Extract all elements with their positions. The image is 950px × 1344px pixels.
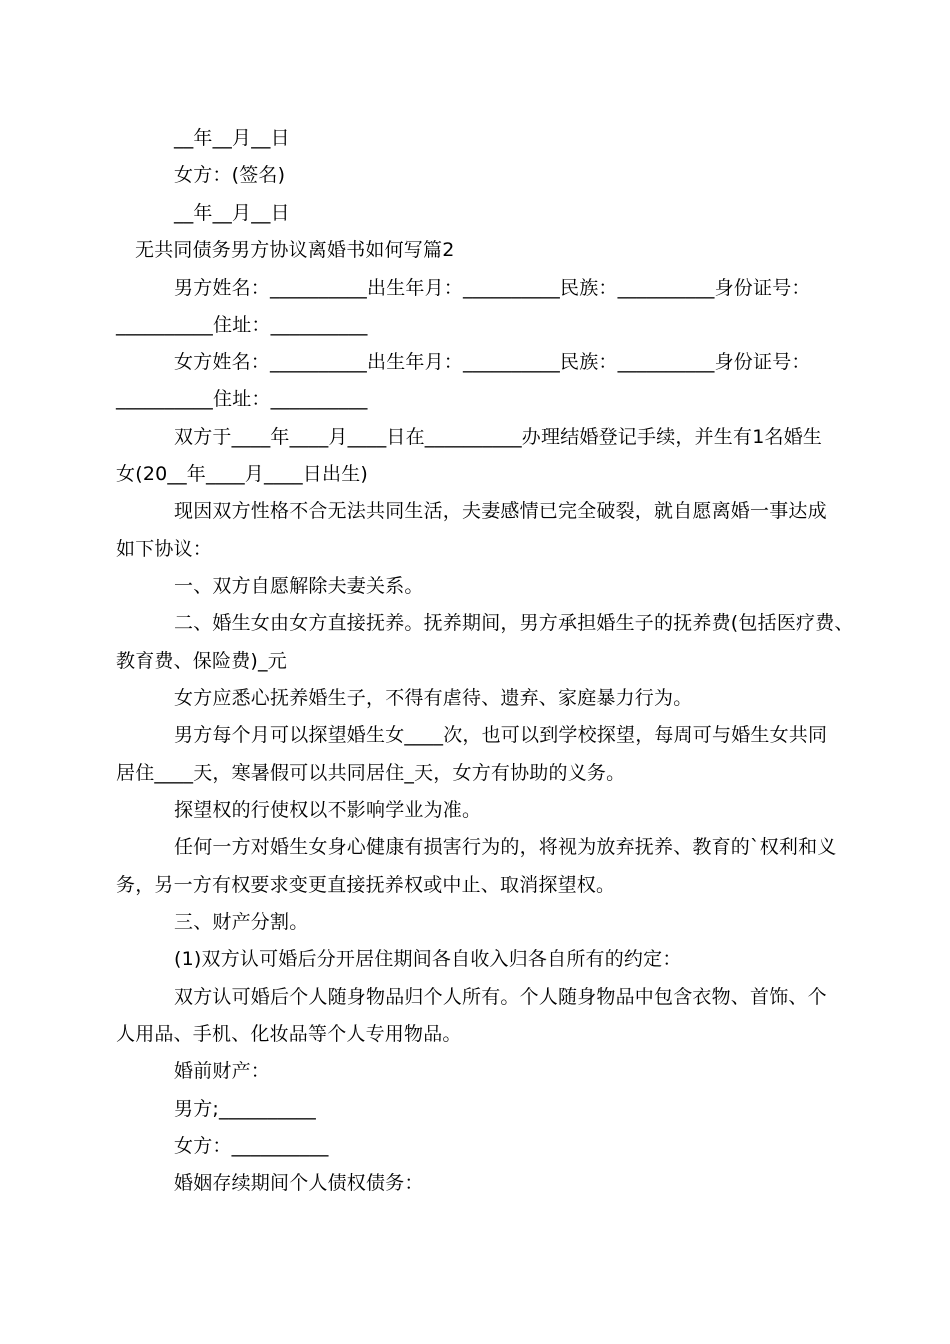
paragraph-line: 双方认可婚后个人随身物品归个人所有。个人随身物品中包含衣物、首饰、个 — [174, 986, 827, 1008]
clause-one: 一、双方自愿解除夫妻关系。 — [174, 575, 424, 597]
female-signature-line: 女方：(签名) — [174, 164, 286, 186]
visitation-line: 男方每个月可以探望婚生女____次，也可以到学校探望，每周可与婚生女共同 — [174, 724, 828, 746]
male-info-line: 男方姓名：__________出生年月：__________民族：__________身份证号： — [174, 277, 811, 299]
paragraph-line: 任何一方对婚生女身心健康有损害行为的，将视为放弃抚养、教育的`权利和义 — [174, 836, 837, 858]
paragraph-line: 如下协议： — [116, 538, 213, 560]
section-heading: 无共同债务男方协议离婚书如何写篇2 — [135, 239, 455, 261]
paragraph-line: 教育费、保险费)_元 — [116, 650, 287, 672]
male-address-line: __________住址：__________ — [116, 314, 368, 336]
paragraph-line: 探望权的行使权以不影响学业为准。 — [174, 799, 482, 821]
paragraph-line: 现因双方性格不合无法共同生活，夫妻感情已完全破裂，就自愿离婚一事达成 — [174, 500, 827, 522]
debt-label: 婚姻存续期间个人债权债务： — [174, 1172, 424, 1194]
clause-three: 三、财产分割。 — [174, 911, 309, 933]
paragraph-line: 女方应悉心抚养婚生子，不得有虐待、遗弃、家庭暴力行为。 — [174, 687, 693, 709]
female-property-line: 女方：__________ — [174, 1135, 329, 1157]
date-line: __年__月__日 — [174, 127, 290, 149]
female-address-line: __________住址：__________ — [116, 388, 368, 410]
paragraph-line: 人用品、手机、化妆品等个人专用物品。 — [116, 1023, 462, 1045]
female-info-line: 女方姓名：__________出生年月：__________民族：__________身份证号： — [174, 351, 811, 373]
child-birth-line: 女(20__年____月____日出生) — [116, 463, 369, 485]
clause-two: 二、婚生女由女方直接抚养。抚养期间，男方承担婚生子的抚养费(包括医疗费、 — [174, 612, 854, 634]
sub-clause-one: (1)双方认可婚后分开居住期间各自收入归各自所有的约定： — [174, 948, 682, 970]
paragraph-line: 务，另一方有权要求变更直接抚养权或中止、取消探望权。 — [116, 874, 616, 896]
paragraph-line: 居住____天，寒暑假可以共同居住_天，女方有协助的义务。 — [116, 762, 626, 784]
marriage-registration-line: 双方于____年____月____日在__________办理结婚登记手续，并生有1名婚生 — [174, 426, 823, 448]
date-line: __年__月__日 — [174, 202, 290, 224]
premarital-property-label: 婚前财产： — [174, 1060, 271, 1082]
male-property-line: 男方;__________ — [174, 1098, 317, 1120]
